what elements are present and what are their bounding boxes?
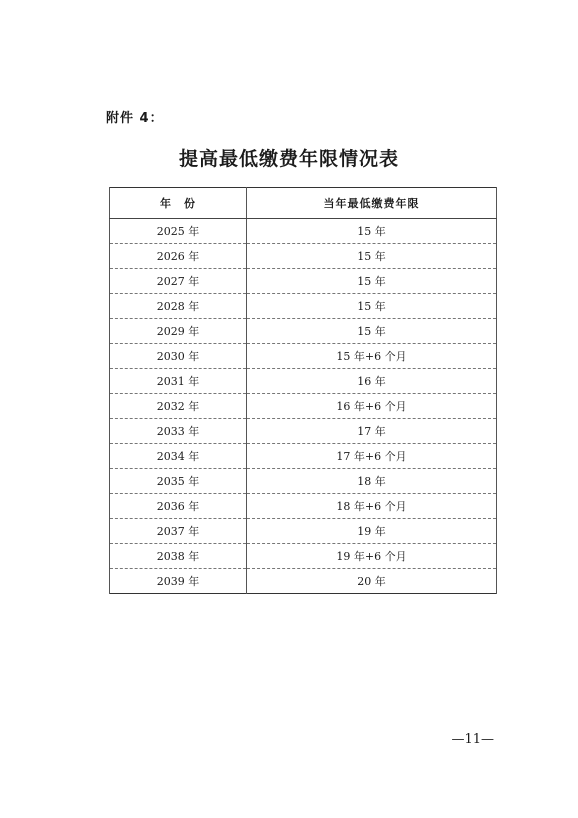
limit-cell: 18 年+6 个月 — [247, 494, 497, 519]
table-row — [110, 244, 497, 269]
year-cell: 2032 年 — [110, 394, 247, 419]
limit-cell: 19 年+6 个月 — [247, 544, 497, 569]
limit-cell: 18 年 — [247, 469, 497, 494]
table-header-row — [110, 188, 497, 219]
table-row — [110, 544, 497, 569]
year-cell: 2039 年 — [110, 569, 247, 594]
year-cell: 2025 年 — [110, 219, 247, 244]
year-cell: 2038 年 — [110, 544, 247, 569]
year-cell: 2028 年 — [110, 294, 247, 319]
limit-cell: 16 年+6 个月 — [247, 394, 497, 419]
year-cell: 2037 年 — [110, 519, 247, 544]
year-cell: 2033 年 — [110, 419, 247, 444]
limit-cell: 15 年 — [247, 219, 497, 244]
year-cell: 2035 年 — [110, 469, 247, 494]
contribution-limits-table — [109, 187, 497, 594]
year-cell: 2034 年 — [110, 444, 247, 469]
page-title: 提高最低缴费年限情况表 — [178, 148, 399, 170]
limit-cell: 15 年 — [247, 244, 497, 269]
limit-cell: 16 年 — [247, 369, 497, 394]
year-cell: 2031 年 — [110, 369, 247, 394]
table-body — [110, 219, 497, 594]
limit-cell: 15 年 — [247, 319, 497, 344]
year-cell: 2030 年 — [110, 344, 247, 369]
table-row — [110, 569, 497, 594]
limit-cell: 15 年 — [247, 294, 497, 319]
table-row — [110, 394, 497, 419]
column-header-year: 年 份 — [110, 188, 247, 219]
table-row — [110, 294, 497, 319]
limit-cell: 15 年 — [247, 269, 497, 294]
table-row — [110, 319, 497, 344]
page-number: —11— — [451, 732, 494, 747]
limit-cell: 19 年 — [247, 519, 497, 544]
year-cell: 2027 年 — [110, 269, 247, 294]
column-header-limit: 当年最低缴费年限 — [247, 188, 497, 219]
table-row — [110, 519, 497, 544]
table-row — [110, 469, 497, 494]
limit-cell: 15 年+6 个月 — [247, 344, 497, 369]
table-row — [110, 419, 497, 444]
attachment-label: 附件 4： — [106, 111, 164, 126]
year-cell: 2036 年 — [110, 494, 247, 519]
table-row — [110, 494, 497, 519]
table-row — [110, 369, 497, 394]
table-row — [110, 344, 497, 369]
limit-cell: 17 年+6 个月 — [247, 444, 497, 469]
limit-cell: 20 年 — [247, 569, 497, 594]
year-cell: 2029 年 — [110, 319, 247, 344]
year-cell: 2026 年 — [110, 244, 247, 269]
limit-cell: 17 年 — [247, 419, 497, 444]
table-row — [110, 219, 497, 244]
table-row — [110, 444, 497, 469]
table-row — [110, 269, 497, 294]
